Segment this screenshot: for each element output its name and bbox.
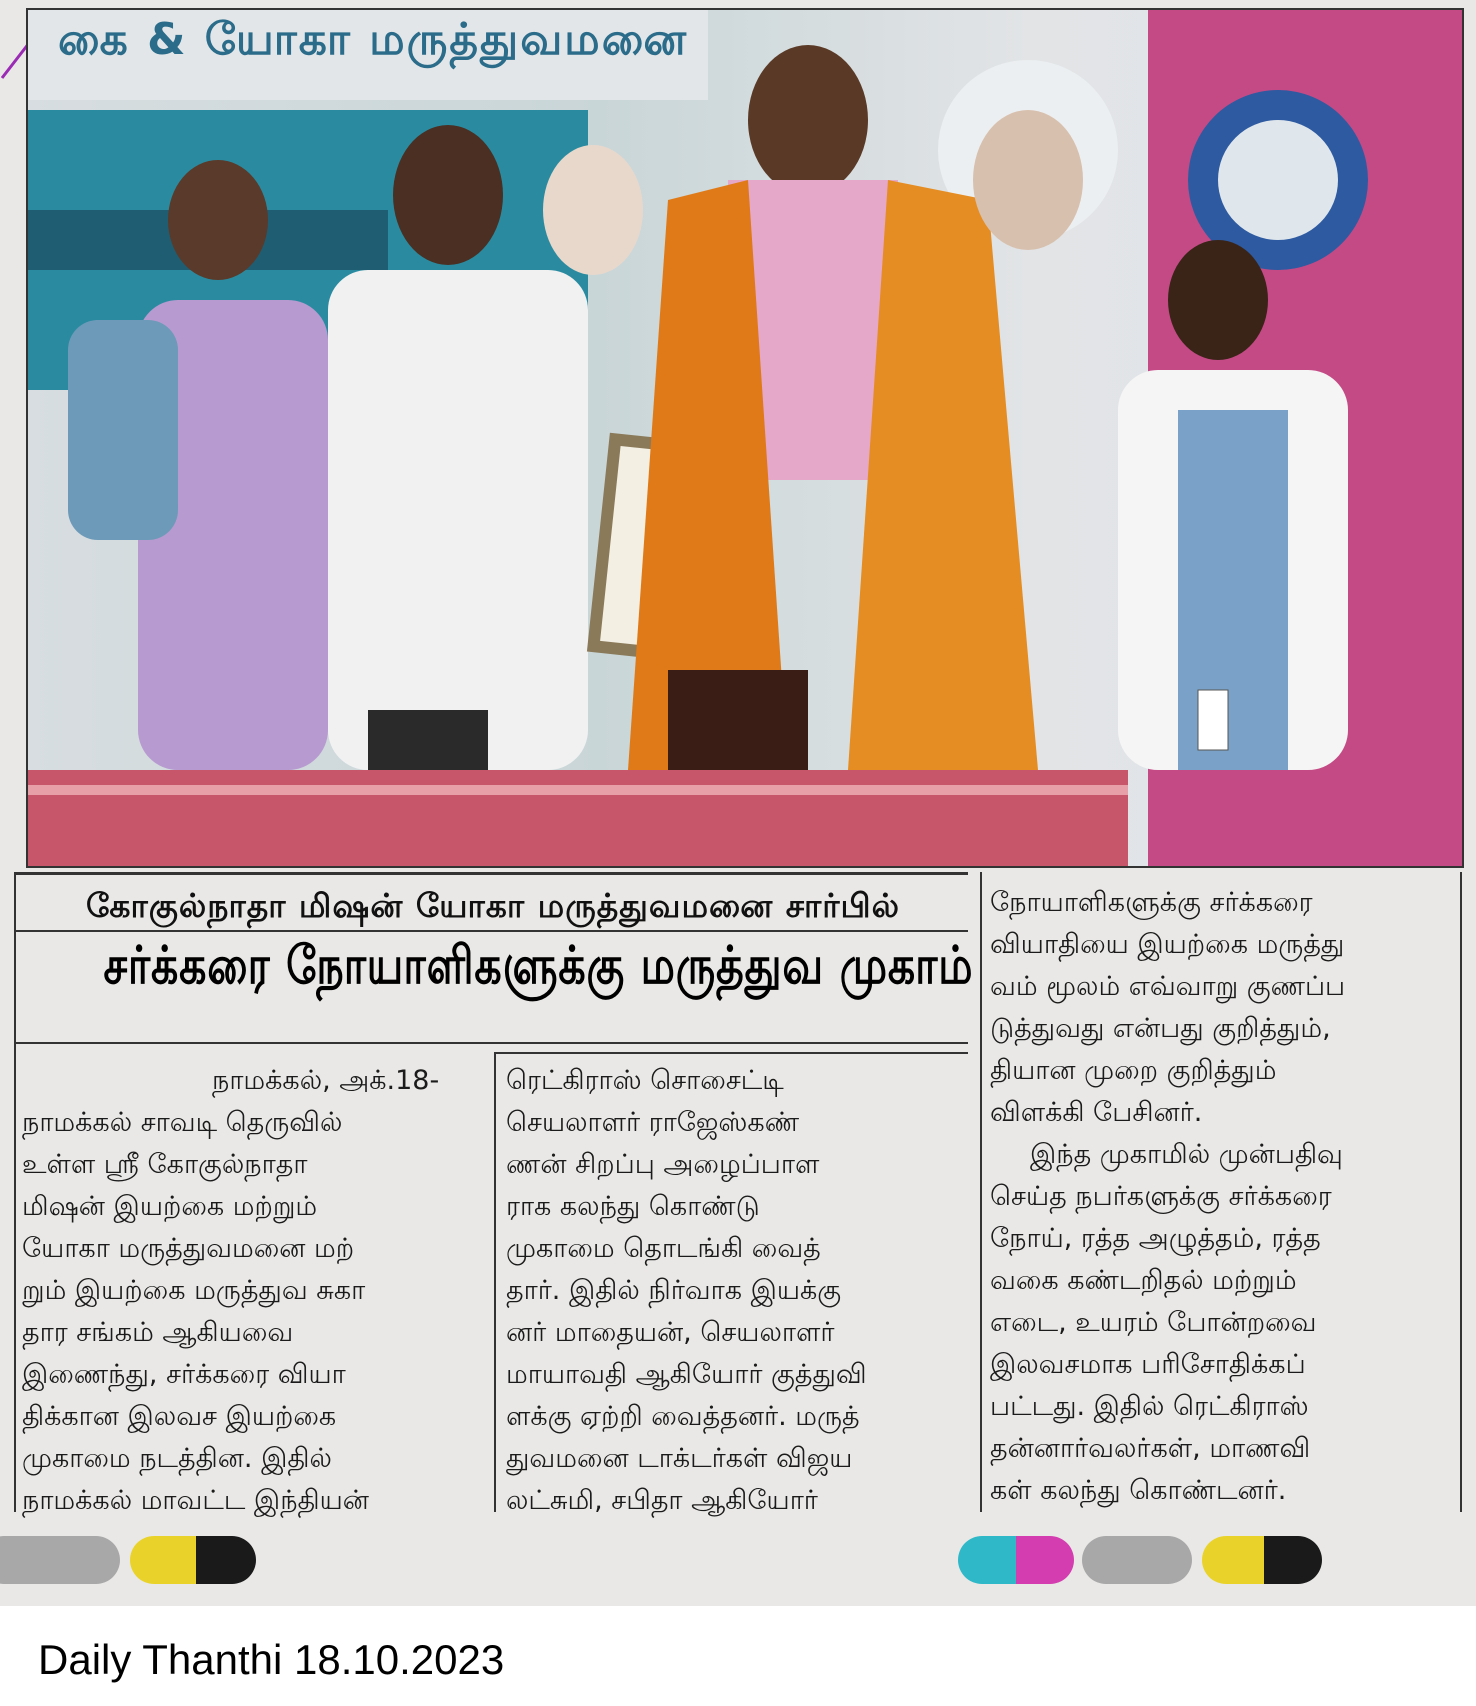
article-line: தார். இதில் நிர்வாக இயக்கு [506,1275,842,1306]
article-line: திக்கான இலவச இயற்கை [22,1401,337,1432]
article-line: நாமக்கல், அக்.18- [212,1065,440,1096]
divider-left [14,872,16,1512]
registration-mark-magenta [1016,1536,1074,1584]
article-line: செயலாளர் ராஜேஸ்கண் [506,1107,800,1138]
article-line: மாயாவதி ஆகியோர் குத்துவி [506,1359,867,1390]
article-column-2 [506,1060,960,1522]
article-line: யோகா மருத்துவமனை மற் [22,1233,355,1264]
article-line: நோயாளிகளுக்கு சர்க்கரை [990,887,1313,918]
article-line: வகை கண்டறிதல் மற்றும் [990,1265,1297,1296]
article-line: விளக்கி பேசினர். [990,1097,1203,1128]
divider-right [1460,872,1462,1512]
photo-illustration [28,10,1462,866]
divider-under-headline [14,1042,968,1044]
article-line: இந்த முகாமில் முன்பதிவு [1030,1139,1343,1170]
article-line: முகாமை நடத்தின. இதில் [22,1443,332,1474]
article-line: எடை, உயரம் போன்றவை [990,1307,1317,1338]
article-line: லட்சுமி, சபிதா ஆகியோர் [506,1485,818,1516]
registration-mark-grey [0,1536,120,1584]
article-line: உள்ள ஸ்ரீ கோகுல்நாதா [22,1149,308,1180]
article-line: இணைந்து, சர்க்கரை வியா [22,1359,346,1390]
registration-mark-cyan [958,1536,1020,1584]
divider-top [14,872,968,875]
article-subheading: கோகுல்நாதா மிஷன் யோகா மருத்துவமனை சார்பில் [85,886,900,925]
article-line: துவமனை டாக்டர்கள் விஜய [506,1443,853,1474]
article-headline: சர்க்கரை நோயாளிகளுக்கு மருத்துவ முகாம் [103,936,974,996]
source-caption: Daily Thanthi 18.10.2023 [38,1636,505,1683]
article-line: வியாதியை இயற்கை மருத்து [990,929,1345,960]
photo-banner-text: கை & யோகா மருத்துவமனை [58,14,689,65]
article-line: டுத்துவது என்பது குறித்தும், [990,1013,1331,1044]
article-line: பட்டது. இதில் ரெட்கிராஸ் [990,1391,1309,1422]
article-line: இலவசமாக பரிசோதிக்கப் [990,1349,1306,1380]
article-line: ளக்கு ஏற்றி வைத்தனர். மருத் [506,1401,860,1432]
divider-col2-top [494,1052,968,1054]
registration-mark-grey-right [1082,1536,1192,1584]
article-line: ராக கலந்து கொண்டு [506,1191,760,1222]
registration-mark-yellow [130,1536,200,1584]
divider-col2-left [494,1052,496,1512]
article-line: நாமக்கல் மாவட்ட இந்தியன் [22,1485,369,1516]
article-line: தன்னார்வலர்கள், மாணவி [990,1433,1311,1464]
article-line: கள் கலந்து கொண்டனர். [990,1475,1287,1506]
article-line: தியான முறை குறித்தும் [990,1055,1277,1086]
article-line: செய்த நபர்களுக்கு சர்க்கரை [990,1181,1332,1212]
divider-under-subhead [14,930,968,932]
article-line: ணன் சிறப்பு அழைப்பாள [506,1149,820,1180]
article-line: ரெட்கிராஸ் சொசைட்டி [506,1065,784,1096]
article-line: முகாமை தொடங்கி வைத் [506,1233,821,1264]
article-line: னர் மாதையன், செயலாளர் [506,1317,835,1348]
article-line: தார சங்கம் ஆகியவை [22,1317,294,1348]
registration-mark-black-right [1264,1536,1322,1584]
event-photo [26,8,1464,868]
article-line: நாமக்கல் சாவடி தெருவில் [22,1107,343,1138]
article-line: வம் மூலம் எவ்வாறு குணப்ப [990,971,1346,1002]
divider-col3-left [980,872,982,1512]
article-column-1 [22,1060,482,1522]
article-column-3 [990,882,1452,1512]
registration-mark-black [196,1536,256,1584]
registration-mark-yellow-right [1202,1536,1268,1584]
article-line: மிஷன் இயற்கை மற்றும் [22,1191,318,1222]
article-line: நோய், ரத்த அழுத்தம், ரத்த [990,1223,1321,1254]
article-line: றும் இயற்கை மருத்துவ சுகா [22,1275,366,1306]
